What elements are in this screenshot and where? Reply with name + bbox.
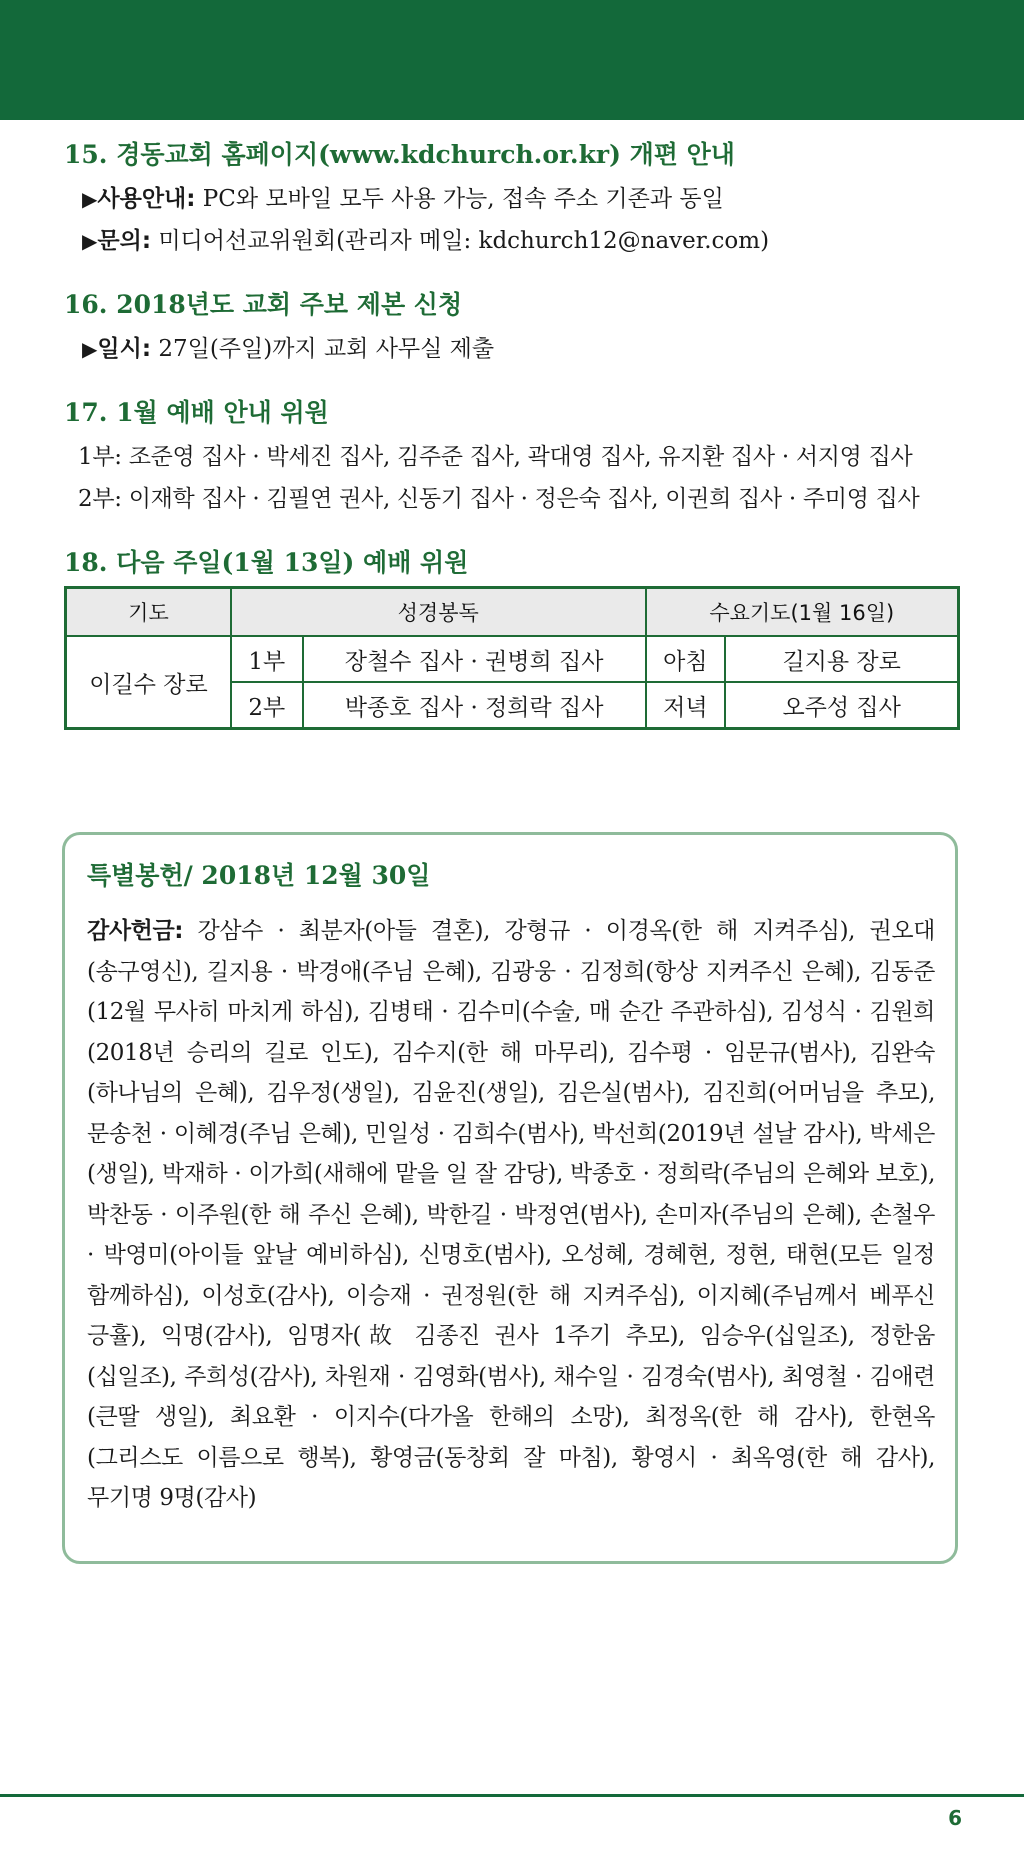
notice-18-title: 18. 다음 주일(1월 13일) 예배 위원 xyxy=(64,548,469,577)
time-label: 저녁 xyxy=(646,682,726,729)
inquiry-text: 미디어선교위원회(관리자 메일: kdchurch12@naver.com) xyxy=(151,228,770,254)
offering-list xyxy=(87,911,935,1519)
prayer-name: 이길수 장로 xyxy=(66,636,231,729)
notice-17-title: 17. 1월 예배 안내 위원 xyxy=(64,398,329,427)
notice-16-date xyxy=(64,328,960,370)
wed-leader: 오주성 집사 xyxy=(725,682,958,729)
date-label: 일시: xyxy=(97,336,152,362)
footer-divider xyxy=(0,1794,1024,1797)
wed-leader: 길지용 장로 xyxy=(725,636,958,682)
service-label: 1부 xyxy=(231,636,303,682)
notice-16 xyxy=(64,288,960,370)
offering-text: 강삼수 · 최분자(아들 결혼), 강형규 · 이경옥(한 해 지켜주심), 권오대(송구영신), 길지용 · 박경애(주님 은혜), 김광웅 · 김정희(항상 지켜주신 은혜), 김동준(12월 무사히 마치게 하심), 김병태 · 김수미(수술, 매 순간 주관하심), 김성식 · 김원희(2018년 승리의 길로 인도), 김수지(한 해 마무리), 김수평 · 임문규(범사), 김완숙(하나님의 은혜), 김우정(생일), 김윤진(생일), 김은실(범사), 김진희(어머님을 추모), 문송천 · 이혜경(주님 은혜), 민일성 · 김희수(범사), 박선희(2019년 설날 감사), 박세은(생일), 박재하 · 이가희(새해에 맡을 일 잘 감당), 박종호 · 정희락(주님의 은혜와 보호), 박찬동 · 이주원(한 해 주신 은혜), 박한길 · 박정연(범사), 손미자(주님의 은혜), 손철우 · 박영미(아이들 앞날 예비하심), 신명호(범사), 오성혜, 경혜현, 정현, 태현(모든 일정 함께하심), 이성호(감사), 이승재 · 권정원(한 해 지켜주심), 이지혜(주님께서 베푸신 긍휼), 익명(감사), 임명자(故 김종진 권사 1주기 추모), 임승우(십일조), 정한움(십일조), 주희성(감사), 차원재 · 김영화(범사), 채수일 · 김경숙(범사), 최영철 · 김애련(큰딸 생일), 최요환 · 이지수(다가올 한해의 소망), 최정옥(한 해 감사), 한현옥(그리스도 이름으로 행복), 황영금(동창회 잘 마침), 황영시 · 최옥영(한 해 감사), 무기명 9명(감사) xyxy=(87,918,935,1511)
header-wednesday: 수요기도(1월 16일) xyxy=(646,588,959,637)
bulletin-content xyxy=(64,138,960,756)
table-header-row xyxy=(66,588,959,637)
notice-15-usage xyxy=(64,178,960,220)
special-offering-box xyxy=(62,832,958,1564)
inquiry-label: 문의: xyxy=(97,228,152,254)
page-number: 6 xyxy=(948,1806,962,1830)
notice-15 xyxy=(64,138,960,262)
table-row xyxy=(66,636,959,682)
arrow-icon: ▶ xyxy=(82,337,98,361)
worship-committee-table xyxy=(64,586,960,730)
readers: 박종호 집사 · 정희락 집사 xyxy=(303,682,646,729)
date-text: 27일(주일)까지 교회 사무실 제출 xyxy=(151,336,495,362)
notice-16-title: 16. 2018년도 교회 주보 제본 신청 xyxy=(64,290,463,319)
usage-text: PC와 모바일 모두 사용 가능, 접속 주소 기존과 동일 xyxy=(195,186,724,212)
notice-15-title: 15. 경동교회 홈페이지(www.kdchurch.or.kr) 개편 안내 xyxy=(64,140,735,169)
arrow-icon: ▶ xyxy=(82,229,98,253)
service-1-committee: 1부: 조준영 집사 · 박세진 집사, 김주준 집사, 곽대영 집사, 유지환 집사 · 서지영 집사 xyxy=(78,444,913,470)
thanks-offering-label: 감사헌금: xyxy=(87,918,184,944)
header-bar xyxy=(0,0,1024,120)
notice-17 xyxy=(64,396,960,520)
readers: 장철수 집사 · 권병희 집사 xyxy=(303,636,646,682)
header-reading: 성경봉독 xyxy=(231,588,646,637)
notice-15-inquiry xyxy=(64,220,960,262)
time-label: 아침 xyxy=(646,636,726,682)
service-2-committee: 2부: 이재학 집사 · 김필연 권사, 신동기 집사 · 정은숙 집사, 이권희 집사 · 주미영 집사 xyxy=(78,486,920,512)
offering-title: 특별봉헌/ 2018년 12월 30일 xyxy=(87,861,431,890)
notice-18 xyxy=(64,546,960,730)
service-label: 2부 xyxy=(231,682,303,729)
arrow-icon: ▶ xyxy=(82,187,98,211)
usage-label: 사용안내: xyxy=(97,186,196,212)
header-prayer: 기도 xyxy=(66,588,231,637)
